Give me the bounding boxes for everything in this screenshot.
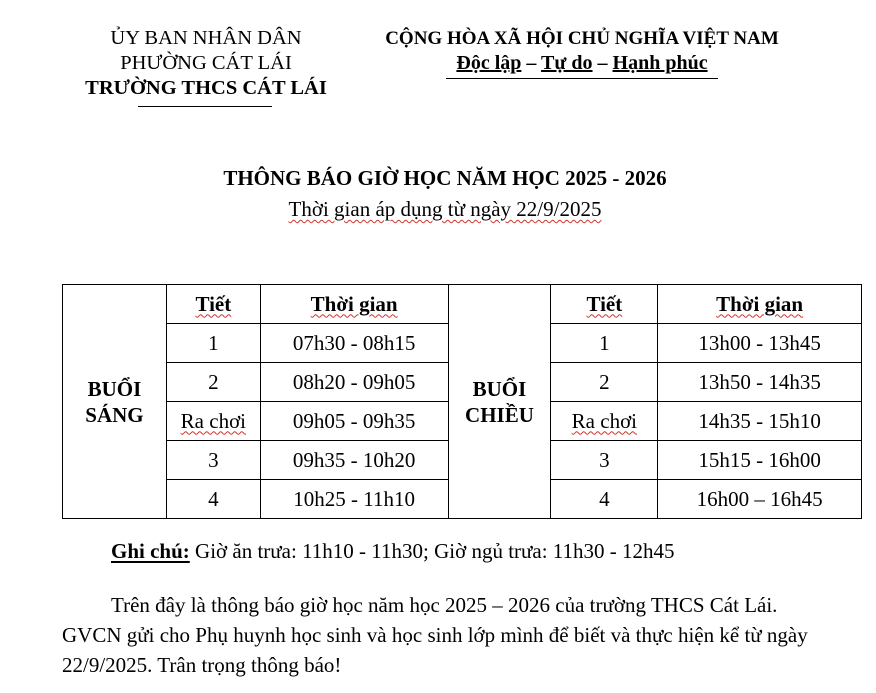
afternoon-time-header: Thời gian (658, 285, 862, 324)
closing-paragraph: Trên đây là thông báo giờ học năm học 2025 – 2026 của trường THCS Cát Lái. GVCN gửi cho Phụ huynh học sinh và học sinh lớp mình để biết và thực hiện kể từ ngày 22/9/2025. Trân trọng thông báo! (62, 593, 808, 677)
table-row (63, 285, 862, 324)
document-subtitle: Thời gian áp dụng từ ngày 22/9/2025 (288, 197, 602, 221)
national-header (368, 26, 796, 76)
national-motto (368, 51, 796, 76)
afternoon-time-cell: 13h50 - 14h35 (658, 363, 862, 402)
morning-time-cell: 09h35 - 10h20 (260, 441, 448, 480)
motto-happiness: Hạnh phúc (612, 52, 708, 74)
schedule-table (62, 284, 862, 519)
morning-period-cell: 1 (166, 324, 260, 363)
document-title: THÔNG BÁO GIỜ HỌC NĂM HỌC 2025 - 2026 (223, 166, 667, 190)
morning-period-cell: 3 (166, 441, 260, 480)
issuer-divider (138, 106, 272, 107)
issuer-line-2: PHƯỜNG CÁT LÁI (120, 52, 292, 74)
schedule-note (111, 539, 675, 564)
afternoon-break-cell: Ra chơi (551, 402, 658, 441)
morning-time-header: Thời gian (260, 285, 448, 324)
morning-break-cell: Ra chơi (166, 402, 260, 441)
motto-independence: Độc lập (456, 52, 522, 74)
school-name: TRƯỜNG THCS CÁT LÁI (85, 77, 327, 99)
issuer-header (62, 26, 350, 101)
note-text: Giờ ăn trưa: 11h10 - 11h30; Giờ ngủ trưa: 11h30 - 12h45 (189, 539, 675, 563)
motto-freedom: Tự do (541, 52, 593, 74)
afternoon-time-cell: 14h35 - 15h10 (658, 402, 862, 441)
afternoon-time-cell: 13h00 - 13h45 (658, 324, 862, 363)
afternoon-time-cell: 15h15 - 16h00 (658, 441, 862, 480)
country-name: CỘNG HÒA XÃ HỘI CHỦ NGHĨA VIỆT NAM (385, 28, 779, 49)
morning-time-cell: 07h30 - 08h15 (260, 324, 448, 363)
afternoon-period-cell: 2 (551, 363, 658, 402)
note-label: Ghi chú: (111, 539, 190, 563)
afternoon-period-cell: 4 (551, 480, 658, 519)
afternoon-period-header: Tiết (551, 285, 658, 324)
morning-session-label: BUỔI SÁNG (63, 285, 167, 519)
morning-time-cell: 08h20 - 09h05 (260, 363, 448, 402)
motto-separator-1: – (521, 52, 542, 74)
morning-time-cell: 10h25 - 11h10 (260, 480, 448, 519)
afternoon-session-label: BUỔI CHIỀU (448, 285, 551, 519)
morning-period-cell: 2 (166, 363, 260, 402)
afternoon-period-cell: 1 (551, 324, 658, 363)
afternoon-time-cell: 16h00 – 16h45 (658, 480, 862, 519)
issuer-line-1: ỦY BAN NHÂN DÂN (110, 27, 302, 49)
morning-period-cell: 4 (166, 480, 260, 519)
morning-period-header: Tiết (166, 285, 260, 324)
afternoon-period-cell: 3 (551, 441, 658, 480)
motto-divider (446, 78, 718, 79)
motto-separator-2: – (592, 52, 613, 74)
morning-time-cell: 09h05 - 09h35 (260, 402, 448, 441)
